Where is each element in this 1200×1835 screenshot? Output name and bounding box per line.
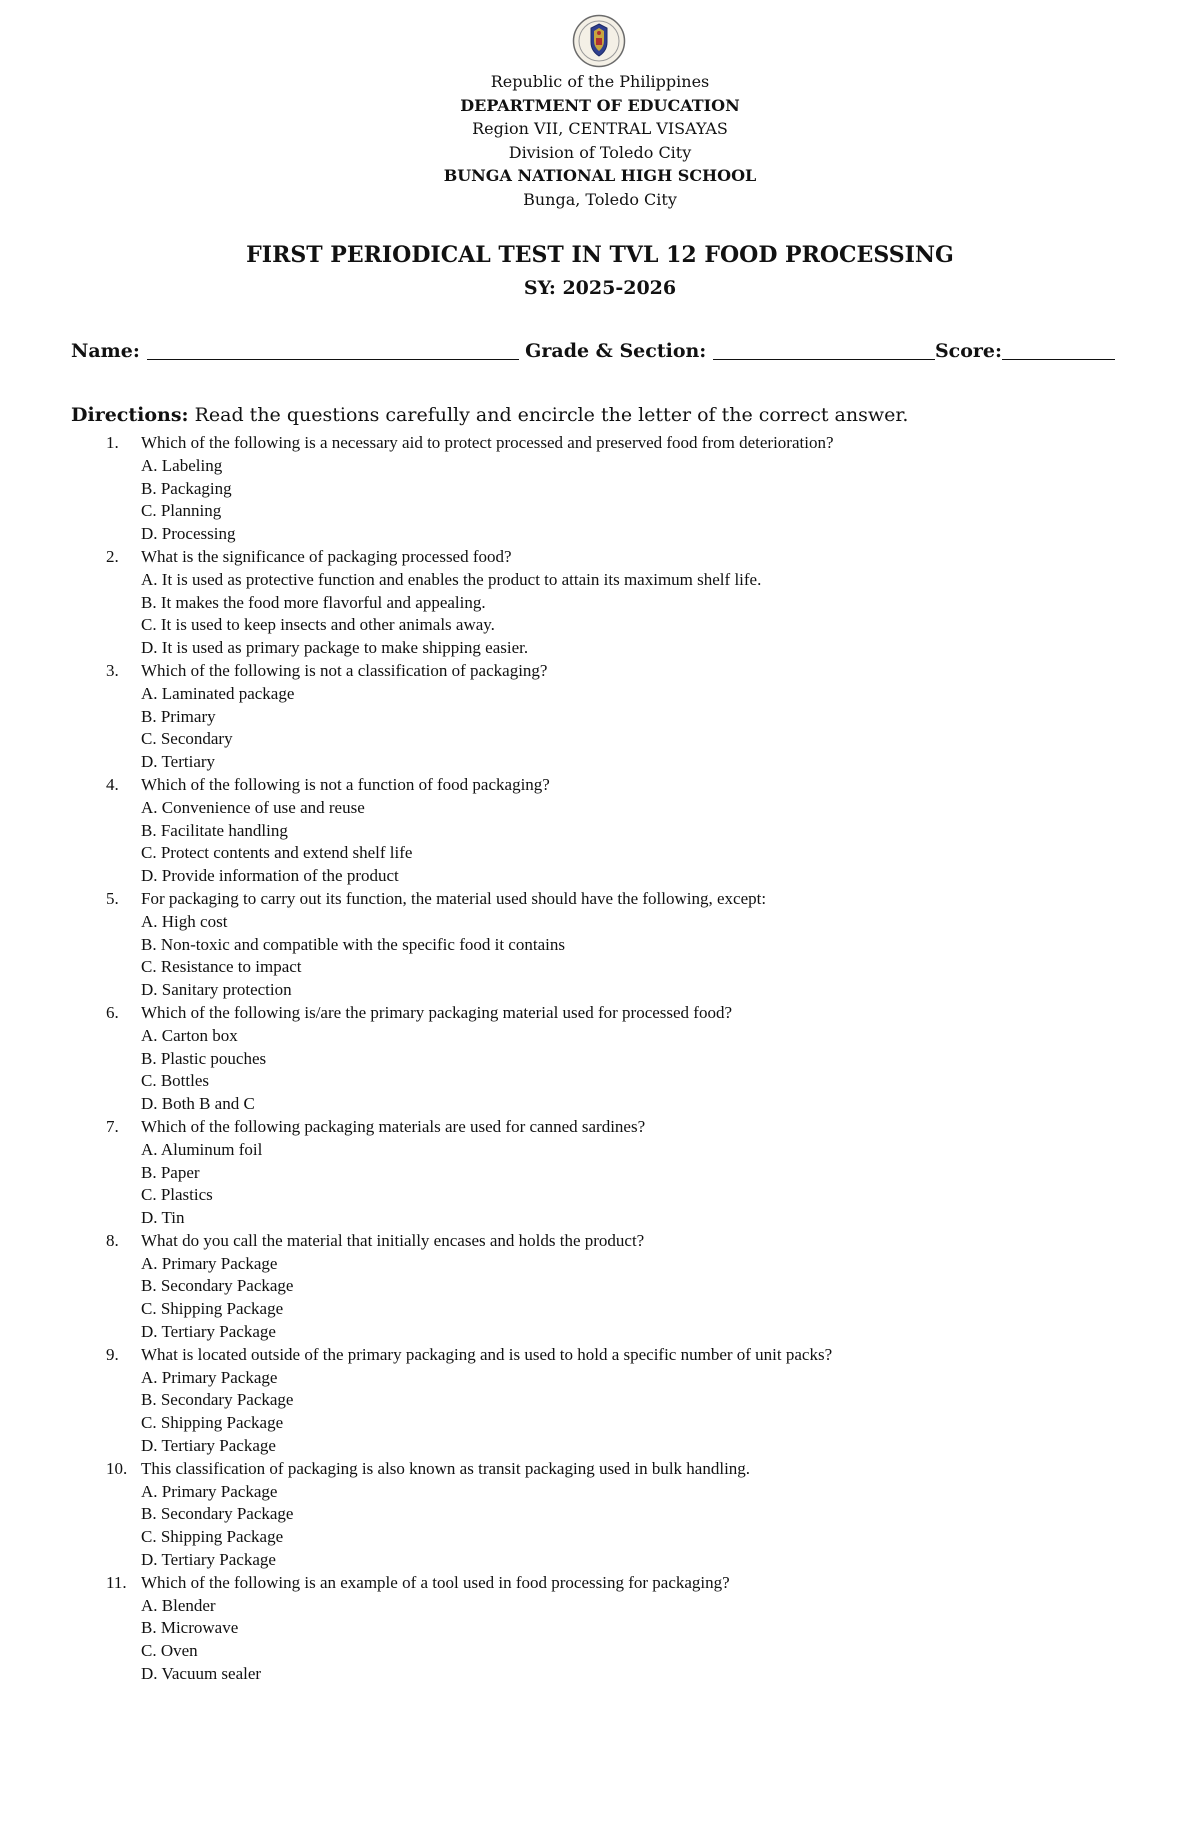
answer-choice[interactable] [0,1048,1200,1071]
answer-choice-text: A. Carton box [141,1025,238,1045]
question-item [0,660,1200,683]
answer-choice-text: A. It is used as protective function and enables the product to attain its maximum shelf life. [141,569,762,589]
question-number: 7. [106,1116,119,1136]
directions-label: Directions: [71,404,189,426]
answer-choice[interactable] [0,911,1200,934]
answer-choice[interactable] [0,1093,1200,1116]
answer-choice-text: B. Paper [141,1162,200,1182]
answer-choice-text: B. Secondary Package [141,1390,294,1410]
answer-choice[interactable] [0,1367,1200,1390]
answer-choice[interactable] [0,1139,1200,1162]
answer-choice[interactable] [0,1275,1200,1298]
answer-choice[interactable] [0,500,1200,523]
answer-choice[interactable] [0,706,1200,729]
answer-choice[interactable] [0,1321,1200,1344]
answer-choice[interactable] [0,1162,1200,1185]
answer-choice[interactable] [0,1298,1200,1321]
question-item [0,1002,1200,1025]
question-text: Which of the following is an example of a tool used in food processing for packaging? [141,1572,730,1592]
answer-choice-text: D. Processing [141,524,236,544]
answer-choice-text: D. Tertiary [141,752,216,772]
question-number: 10. [106,1458,128,1478]
answer-choice-text: D. Vacuum sealer [141,1664,262,1684]
question-number: 1. [106,433,119,452]
question-number: 3. [106,660,119,680]
score-label: Score: [934,340,1003,362]
answer-choice[interactable] [0,455,1200,478]
header-division: Division of Toledo City [508,142,692,162]
answer-choice-text: A. Laminated package [141,683,295,703]
question-list [0,432,1200,1686]
question-item [0,774,1200,797]
question-number: 8. [106,1230,119,1250]
answer-choice-text: D. Tertiary Package [141,1550,276,1570]
answer-choice[interactable] [0,637,1200,660]
answer-choice-text: A. Aluminum foil [141,1139,263,1159]
school-header [0,70,1200,211]
grade-section-blank[interactable] [713,339,935,360]
answer-choice[interactable] [0,1184,1200,1207]
answer-choice[interactable] [0,728,1200,751]
question-text: Which of the following is a necessary aid to protect processed and preserved food from deterioration? [141,433,834,452]
answer-choice[interactable] [0,797,1200,820]
question-text: What is located outside of the primary packaging and is used to hold a specific number of unit packs? [141,1344,833,1364]
answer-choice[interactable] [0,1549,1200,1572]
name-label: Name: [71,340,140,362]
answer-choice[interactable] [0,865,1200,888]
answer-choice-text: C. It is used to keep insects and other animals away. [141,615,495,635]
answer-choice[interactable] [0,1595,1200,1618]
header-region: Region VII, CENTRAL VISAYAS [472,119,728,138]
question-item [0,1230,1200,1253]
question-text: What is the significance of packaging processed food? [141,546,512,566]
answer-choice-text: C. Secondary [141,729,233,749]
question-text: What do you call the material that initially encases and holds the product? [141,1230,645,1250]
answer-choice[interactable] [0,1412,1200,1435]
answer-choice[interactable] [0,1070,1200,1093]
question-text: Which of the following is/are the primary packaging material used for processed food? [141,1002,733,1022]
header-school: BUNGA NATIONAL HIGH SCHOOL [443,166,757,185]
question-number: 6. [106,1002,119,1022]
question-text: Which of the following is not a function of food packaging? [141,774,550,794]
header-republic: Republic of the Philippines [490,72,710,91]
answer-choice-text: C. Shipping Package [141,1299,284,1319]
answer-choice-text: D. Sanitary protection [141,980,292,1000]
answer-choice-text: A. Primary Package [141,1481,278,1501]
answer-choice[interactable] [0,478,1200,501]
answer-choice-text: B. Non-toxic and compatible with the specific food it contains [141,934,565,954]
answer-choice[interactable] [0,1663,1200,1686]
answer-choice-text: B. Secondary Package [141,1276,294,1296]
question-number: 2. [106,546,119,566]
answer-choice-text: A. High cost [141,911,228,931]
answer-choice[interactable] [0,751,1200,774]
answer-choice[interactable] [0,1435,1200,1458]
answer-choice[interactable] [0,523,1200,546]
name-blank[interactable] [147,339,519,360]
question-item [0,1116,1200,1139]
answer-choice-text: A. Primary Package [141,1367,278,1387]
answer-choice-text: D. Provide information of the product [141,866,399,886]
answer-choice[interactable] [0,1481,1200,1504]
answer-choice-text: B. Secondary Package [141,1504,294,1524]
answer-choice[interactable] [0,1503,1200,1526]
answer-choice-text: D. Tin [141,1208,185,1228]
answer-choice-text: B. Facilitate handling [141,820,288,840]
score-blank[interactable] [1002,339,1115,360]
question-item [0,1458,1200,1481]
answer-choice-text: C. Bottles [141,1071,210,1091]
answer-choice-text: D. Tertiary Package [141,1322,276,1342]
answer-choice-text: C. Protect contents and extend shelf life [141,843,413,863]
question-item [0,1572,1200,1595]
answer-choice-text: B. Primary [141,706,216,726]
answer-choice-text: A. Primary Package [141,1253,278,1273]
question-text: For packaging to carry out its function, the material used should have the following, except: [141,888,767,908]
question-text: Which of the following packaging materials are used for canned sardines? [141,1116,646,1136]
answer-choice[interactable] [0,1526,1200,1549]
answer-choice[interactable] [0,1253,1200,1276]
answer-choice-text: C. Resistance to impact [141,957,302,977]
answer-choice-text: B. Plastic pouches [141,1048,267,1068]
question-number: 9. [106,1344,119,1364]
answer-choice-text: D. Both B and C [141,1094,255,1114]
answer-choice-text: A. Blender [141,1595,216,1615]
student-info-line [71,338,1141,364]
answer-choice-text: A. Labeling [141,455,223,475]
answer-choice-text: C. Shipping Package [141,1527,284,1547]
answer-choice-text: A. Convenience of use and reuse [141,797,365,817]
answer-choice-text: D. It is used as primary package to make shipping easier. [141,638,529,658]
answer-choice-text: D. Tertiary Package [141,1436,276,1456]
answer-choice[interactable] [0,934,1200,957]
question-item [0,432,1200,455]
answer-choice[interactable] [0,569,1200,592]
answer-choice-text: C. Planning [141,501,222,521]
answer-choice[interactable] [0,683,1200,706]
answer-choice[interactable] [0,1389,1200,1412]
question-number: 11. [106,1572,127,1592]
question-item [0,546,1200,569]
question-item [0,1344,1200,1367]
question-text: This classification of packaging is also known as transit packaging used in bulk handling. [141,1458,751,1478]
header-address: Bunga, Toledo City [523,189,677,209]
answer-choice[interactable] [0,1025,1200,1048]
question-text: Which of the following is not a classification of packaging? [141,660,548,680]
deped-seal-icon [572,14,626,68]
answer-choice[interactable] [0,1617,1200,1640]
answer-choice[interactable] [0,1640,1200,1663]
answer-choice-text: C. Shipping Package [141,1413,284,1433]
answer-choice-text: B. It makes the food more flavorful and appealing. [141,592,486,612]
grade-section-label: Grade & Section: [525,340,707,362]
answer-choice-text: C. Plastics [141,1185,213,1205]
directions [71,402,908,428]
question-item [0,888,1200,911]
answer-choice-text: C. Oven [141,1641,198,1661]
school-year: SY: 2025-2026 [523,277,677,299]
test-title: FIRST PERIODICAL TEST IN TVL 12 FOOD PROCESSING [246,242,954,268]
answer-choice[interactable] [0,614,1200,637]
answer-choice[interactable] [0,1207,1200,1230]
answer-choice[interactable] [0,842,1200,865]
question-number: 4. [106,774,119,794]
header-department: DEPARTMENT OF EDUCATION [460,95,740,115]
directions-text: Read the questions carefully and encircle the letter of the correct answer. [188,404,909,426]
answer-choice[interactable] [0,592,1200,615]
answer-choice-text: B. Packaging [141,478,232,498]
answer-choice[interactable] [0,979,1200,1002]
answer-choice[interactable] [0,956,1200,979]
answer-choice-text: B. Microwave [141,1618,239,1638]
answer-choice[interactable] [0,820,1200,843]
question-number: 5. [106,888,119,908]
